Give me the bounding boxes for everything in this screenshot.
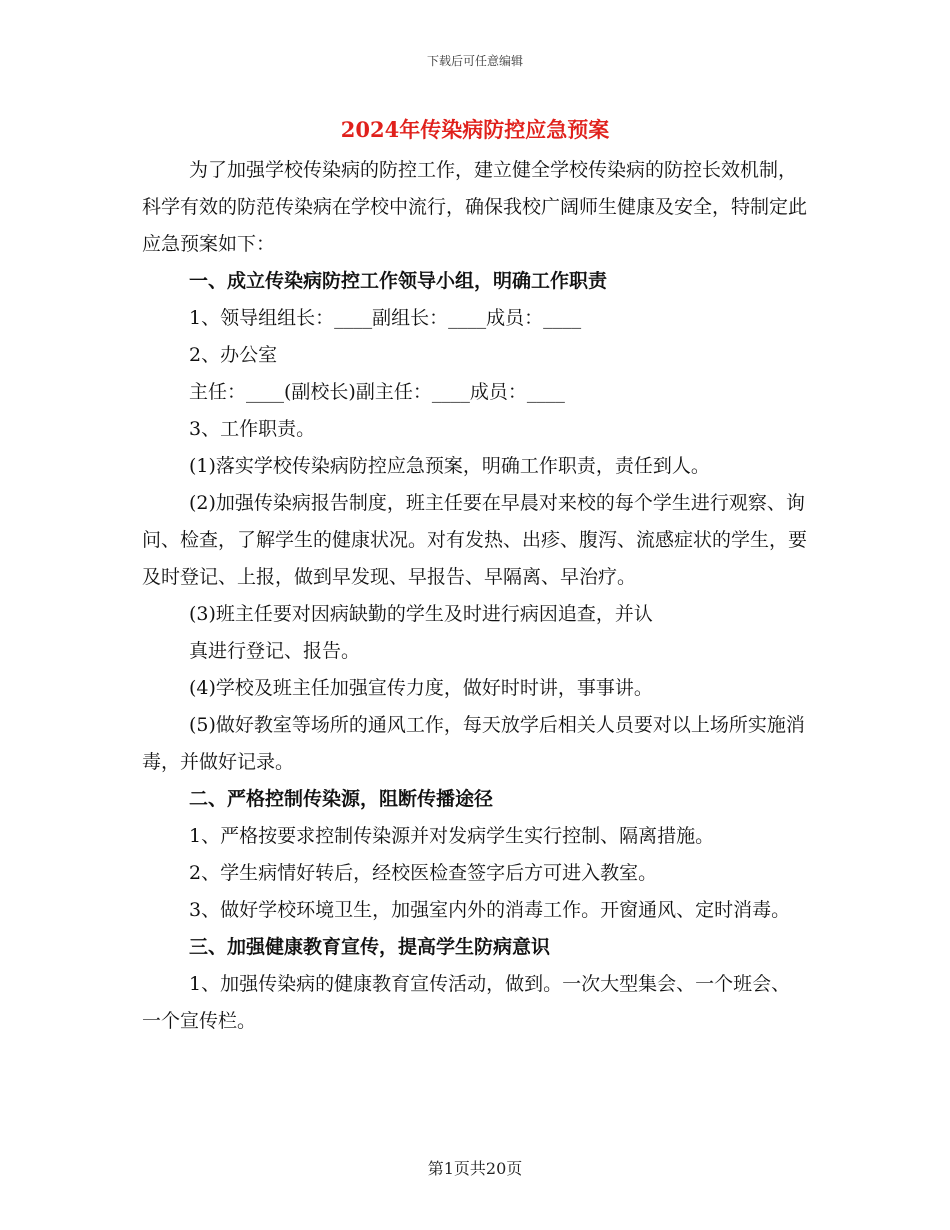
section-heading-3: 三、加强健康教育宣传，提高学生防病意识: [189, 936, 551, 958]
education-item-1: 1、加强传染病的健康教育宣传活动，做到。一次大型集会、一个班会、一个宣传栏。: [142, 973, 791, 1032]
control-item-3: 3、做好学校环境卫生，加强室内外的消毒工作。开窗通风、定时消毒。: [189, 899, 791, 921]
document-title: 2024年传染病防控应急预案: [340, 117, 610, 142]
document-body: [142, 152, 808, 1040]
duty-item-5: (5)做好教室等场所的通风工作，每天放学后相关人员要对以上场所实施消毒，并做好记录。: [142, 714, 805, 773]
duty-item-4: (4)学校及班主任加强宣传力度，做好时时讲，事事讲。: [189, 677, 653, 699]
paragraph-office-members: 主任：____(副校长)副主任：____成员：____: [189, 381, 565, 403]
intro-paragraph: 为了加强学校传染病的防控工作，建立健全学校传染病的防控长效机制，科学有效的防范传染病在学校中流行，确保我校广阔师生健康及安全，特制定此应急预案如下：: [142, 159, 808, 255]
page-footer: 第1页共20页: [427, 1159, 523, 1178]
control-item-2: 2、学生病情好转后，经校医检查签字后方可进入教室。: [189, 862, 658, 884]
paragraph-office: 2、办公室: [189, 344, 278, 366]
duty-item-2: (2)加强传染病报告制度，班主任要在早晨对来校的每个学生进行观察、询问、检查，了解学生的健康状况。对有发热、出疹、腹泻、流感症状的学生，要及时登记、上报，做到早发现、早报告、早隔离、早治疗。: [142, 492, 808, 588]
duty-item-1: (1)落实学校传染病防控应急预案，明确工作职责，责任到人。: [189, 455, 710, 477]
duty-item-3-cont: 真进行登记、报告。: [189, 640, 361, 662]
section-heading-2: 二、严格控制传染源，阻断传播途径: [189, 788, 494, 810]
section-heading-1: 一、成立传染病防控工作领导小组，明确工作职责: [189, 270, 608, 292]
paragraph-duties: 3、工作职责。: [189, 418, 316, 440]
header-note: 下载后可任意编辑: [426, 54, 523, 68]
duty-item-3: (3)班主任要对因病缺勤的学生及时进行病因追查，并认: [189, 603, 653, 625]
control-item-1: 1、严格按要求控制传染源并对发病学生实行控制、隔离措施。: [189, 825, 715, 847]
paragraph-leader-group: 1、领导组组长：____副组长：____成员：____: [189, 307, 582, 329]
